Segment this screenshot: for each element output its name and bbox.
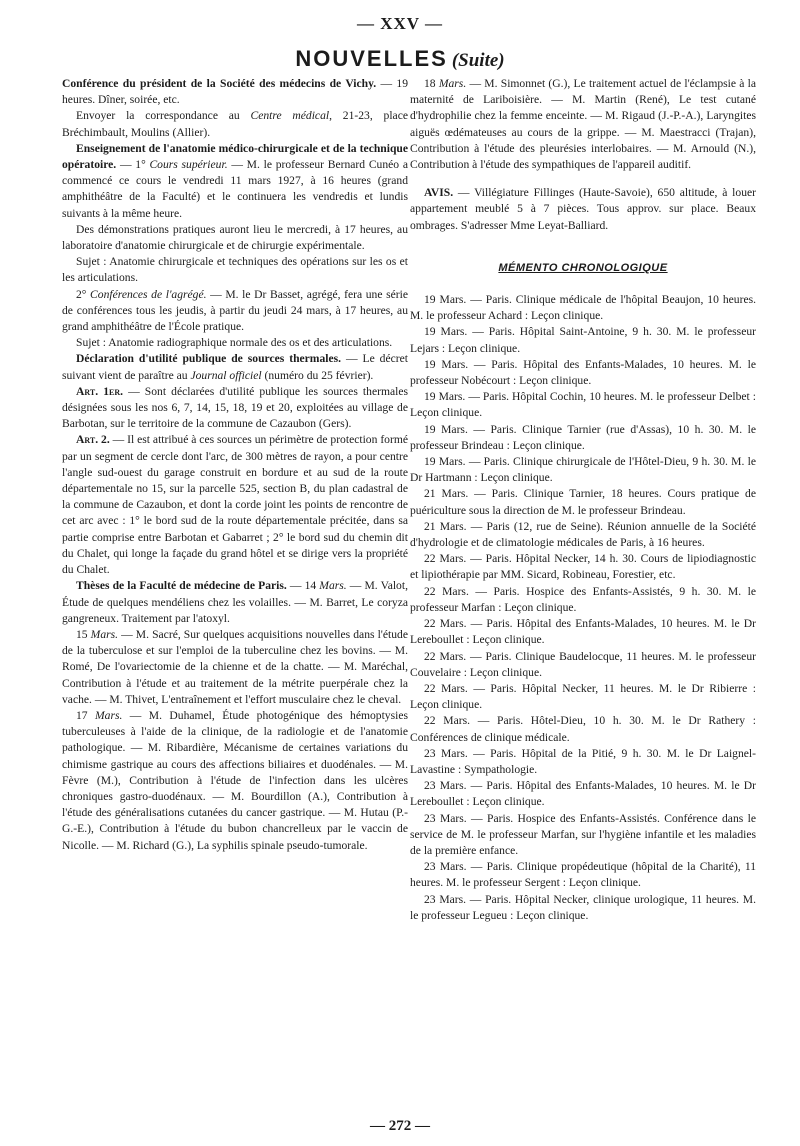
envoyer-text: Envoyer la correspondance au — [76, 109, 251, 123]
paragraph-sujet-2: Sujet : Anatomie radiographique normale des os et des articulations. — [76, 336, 393, 350]
memento-entry: 19 Mars. — Paris. Hôpital Saint-Antoine, 9 h. 30. M. le professeur Lejars : Leçon clinique. — [410, 325, 756, 355]
centre-medical: Centre médical — [250, 109, 330, 123]
memento-entry: 19 Mars. — Paris. Hôpital Cochin, 10 heures. M. le professeur Delbet : Leçon clinique. — [410, 390, 756, 420]
memento-entry: 22 Mars. — Paris. Clinique Baudelocque, 11 heures. M. le professeur Couvelaire : Leçon clinique. — [410, 649, 756, 679]
article-1-label: Art. 1er. — [76, 384, 124, 398]
m18-day: 18 — [424, 77, 439, 90]
avis-text: — Villégiature Fillinges (Haute-Savoie), 650 altitude, à louer appartement meublé 5 à 7 pièces. Tous approv. sur place. Beaux ombrages. S'adresser Mme Leyat-Balliard. — [410, 186, 756, 232]
paragraph-article-2 — [62, 432, 408, 578]
agrege-text-2: — M. le Dr Basset, agrégé, fera une série de conférences tous les jeudis, à partir du jeudi 24 mars, à 17 heures, au grand amphithéâtre de l'École pratique. — [62, 287, 408, 334]
paragraph-declaration — [62, 351, 408, 383]
declaration-text-1: — Le décret suivant vient de paraître au — [62, 352, 408, 382]
m18-month: Mars. — [438, 77, 467, 90]
paragraph-article-1 — [62, 384, 408, 433]
heading-suite: (Suite) — [451, 50, 505, 71]
memento-entry: 22 Mars. — Paris. Hôpital Necker, 11 heures. M. le Dr Ribierre : Leçon clinique. — [410, 681, 756, 712]
enseignement-text-1: — 1° — [116, 158, 150, 172]
agrege-title: Conférences de l'agrégé. — [90, 287, 207, 301]
paragraph-18-mars — [410, 76, 756, 173]
right-column — [410, 76, 756, 924]
conference-text: — 19 heures. Dîner, soirée, etc. — [62, 77, 408, 107]
declaration-title: Déclaration d'utilité publique de sources thermales. — [76, 352, 342, 366]
declaration-text-2: (numéro du 25 février). — [261, 368, 374, 382]
journal-officiel: Journal officiel — [190, 368, 262, 382]
theses-text-1: — 14 — [286, 579, 320, 593]
theses-text-2: — M. Valot, Étude de quelques mendéliens chez les volailles. — M. Barret, Le coryza gangreneux. Traitement par l'atoxyl. — [62, 579, 408, 625]
paragraph-15-mars — [62, 627, 408, 708]
memento-entry: 23 Mars. — Paris. Clinique propédeutique (hôpital de la Charité), 11 heures. M. le professeur Sergent : Leçon clinique. — [410, 860, 756, 890]
theses-month: Mars. — [319, 579, 347, 593]
conference-title: Conférence du président de la Société des médecins de Vichy. — [62, 77, 377, 90]
paragraph-theses — [62, 578, 408, 627]
memento-entry: 22 Mars. — Paris. Hôpital des Enfants-Malades, 10 heures. M. le Dr Lereboullet : Leçon clinique. — [410, 617, 756, 647]
m15-month: Mars. — [90, 627, 119, 641]
memento-entry: 21 Mars. — Paris (12, rue de Seine). Réunion annuelle de la Société d'hydrologie et de climatologie médicales de Paris, à 16 heures. — [410, 519, 756, 550]
paragraph-envoyer — [62, 108, 408, 140]
m15-text: — M. Sacré, Sur quelques acquisitions nouvelles dans l'étude de la tuberculose et sur l'emploi de la tuberculine chez les bovins. — M. Romé, De l'ovariectomie de la chienne et de la chatte. — M. Maréchal, Contribution à l'étude et au traitement de la métrite puerpérale chez la vache. — M. Thivet, L'entraînement et l'effort musculaire chez le cheval. — [62, 627, 408, 706]
enseignement-text-2: — M. le professeur Bernard Cunéo a commencé ce cours le vendredi 11 mars 1927, à 16 heures (grand amphithéâtre de la Faculté) et le continuera les vendredis et lundis suivants à la même heure. — [62, 158, 408, 220]
enseignement-title: Enseignement de l'anatomie médico-chirurgicale et de la technique opératoire. — [62, 141, 408, 172]
heading-title: NOUVELLES — [295, 46, 448, 71]
paragraph-17-mars — [62, 708, 408, 854]
paragraph-sujet-1: Sujet : Anatomie chirurgicale et techniques des opérations sur les os et les articulations. — [62, 255, 408, 285]
m17-day: 17 — [76, 708, 95, 722]
paragraph-agrege — [62, 287, 408, 336]
memento-entry: 19 Mars. — Paris. Clinique médicale de l'hôpital Beaujon, 10 heures. M. le professeur Achard : Leçon clinique. — [410, 293, 756, 323]
memento-entry: 23 Mars. — Paris. Hôpital de la Pitié, 9 h. 30. M. le Dr Laignel-Lavastine : Sympathologie. — [410, 746, 756, 776]
paragraph-demonstrations: Des démonstrations pratiques auront lieu le mercredi, à 17 heures, au laboratoire d'anatomie chirurgicale et de chirurgie expérimentale. — [62, 222, 408, 253]
page-roman-number: — XXV — — [356, 14, 444, 33]
paragraph-avis — [410, 185, 756, 234]
memento-entry: 19 Mars. — Paris. Clinique chirurgicale de l'Hôtel-Dieu, 9 h. 30. M. le Dr Hartmann : Leçon clinique. — [410, 455, 756, 485]
avis-label: AVIS. — [424, 186, 454, 200]
envoyer-address: , 21-23, place Bréchimbault, Moulins (Allier). — [62, 109, 408, 139]
memento-entry: 23 Mars. — Paris. Hôpital des Enfants-Malades, 10 heures. M. le Dr Lereboullet : Leçon clinique. — [410, 779, 756, 809]
memento-entry: 22 Mars. — Paris. Hôpital Necker, 14 h. 30. Cours de lipiodiagnostic et lipiothérapie par MM. Sicard, Robineau, Forestier, etc. — [410, 552, 756, 582]
theses-title: Thèses de la Faculté de médecine de Paris. — [76, 579, 287, 593]
left-column — [62, 76, 408, 854]
paragraph-enseignement — [62, 141, 408, 222]
memento-entry: 23 Mars. — Paris. Hôpital Necker, clinique urologique, 11 heures. M. le professeur Legueu : Leçon clinique. — [410, 892, 756, 922]
memento-entry: 21 Mars. — Paris. Clinique Tarnier, 18 heures. Cours pratique de puériculture sous la direction de M. le professeur Brindeau. — [410, 487, 756, 517]
paragraph-conference — [62, 76, 408, 108]
memento-entry: 22 Mars. — Paris. Hospice des Enfants-Assistés, 9 h. 30. M. le professeur Marfan : Leçon clinique. — [410, 584, 756, 614]
memento-entry: 19 Mars. — Paris. Clinique Tarnier (rue d'Assas), 10 h. 30. M. le professeur Brindeau : Leçon clinique. — [410, 422, 756, 452]
memento-list — [410, 292, 756, 924]
memento-entry: 22 Mars. — Paris. Hôtel-Dieu, 10 h. 30. M. le Dr Rathery : Conférences de clinique médicale. — [410, 714, 756, 744]
page-number: — 272 — — [370, 1118, 430, 1134]
memento-heading: MÉMENTO CHRONOLOGIQUE — [498, 261, 668, 274]
article-2-text: — Il est attribué à ces sources un périmètre de protection formé par un segment de cercle dont l'arc, de 300 mètres de rayon, a pour centre l'angle sud-ouest du garage construit en bordure et au sud de la route départementale no 15, sur la parcelle 525, section B, du plan cadastral de la commune de Cazaubon, et dont la corde joint les points de rencontre de cet arc avec : 1° le bord sud de la route départementale précitée, dans sa partie comprise entre Barbotan et Gabarret ; 2° le bord sud du chemin dit du Chalet, qui longe la façade du grand hôtel et se dirige vers la propriété du Chalet. — [62, 433, 408, 577]
m17-month: Mars. — [95, 708, 123, 722]
memento-entry: 23 Mars. — Paris. Hospice des Enfants-Assistés. Conférence dans le service de M. le professeur Marfan, sur l'hygiène infantile et les maladies de la première enfance. — [410, 811, 756, 857]
m15-day: 15 — [76, 627, 91, 641]
m18-text: — M. Simonnet (G.), Le traitement actuel de l'éclampsie à la maternité de Lariboisière. — M. Martin (René), Le test cutané d'hydrophilie chez la femme enceinte. — M. Rigaud (J.-P.-A.), Laryngites aiguës œdémateuses au cours de la grippe. — M. Maestracci (Trajan), Contribution à l'étude des pleurésies interlobaires. — M. Arnould (N.), Contribution à l'étude des sympathiques de l'appareil auditif. — [410, 77, 756, 172]
article-2-label: Art. 2. — [76, 433, 110, 447]
memento-entry: 19 Mars. — Paris. Hôpital des Enfants-Malades, 10 heures. M. le professeur Nobécourt : Leçon clinique. — [410, 357, 756, 388]
m17-text: — M. Duhamel, Étude photogénique des hémoptysies tuberculeuses à l'aide de la clinique, de la radiologie et de l'anatomie pathologique. — M. Ribardière, Mécanisme de certaines variations du chimisme gastrique au cours des affections biliaires et duodénales. — M. Fèvre (M.), Contribution à l'étude de l'infection dans les ulcères chroniques gastro-duodénaux. — M. Bourdillon (A.), Contribution à l'étude des généralisations cutanées du cancer gastrique. — M. Hutau (P.-G.-E.), Contribution à l'étude du bubon chancrelleux par le vaccin de Nicolle. — M. Richard (G.), La syphilis spinale pseudo-tumorale. — [62, 708, 408, 852]
article-1-text: — Sont déclarées d'utilité publique les sources thermales désignées sous les nos 6, 7, 14, 15, 18, 19 et 20, exploitées au village de Barbotan, sur le territoire de la commune de Cazaubon (Gers). — [62, 384, 408, 431]
enseignement-cours: Cours supérieur. — [149, 158, 228, 172]
agrege-text-1: 2° — [76, 287, 91, 301]
section-heading — [0, 46, 800, 72]
